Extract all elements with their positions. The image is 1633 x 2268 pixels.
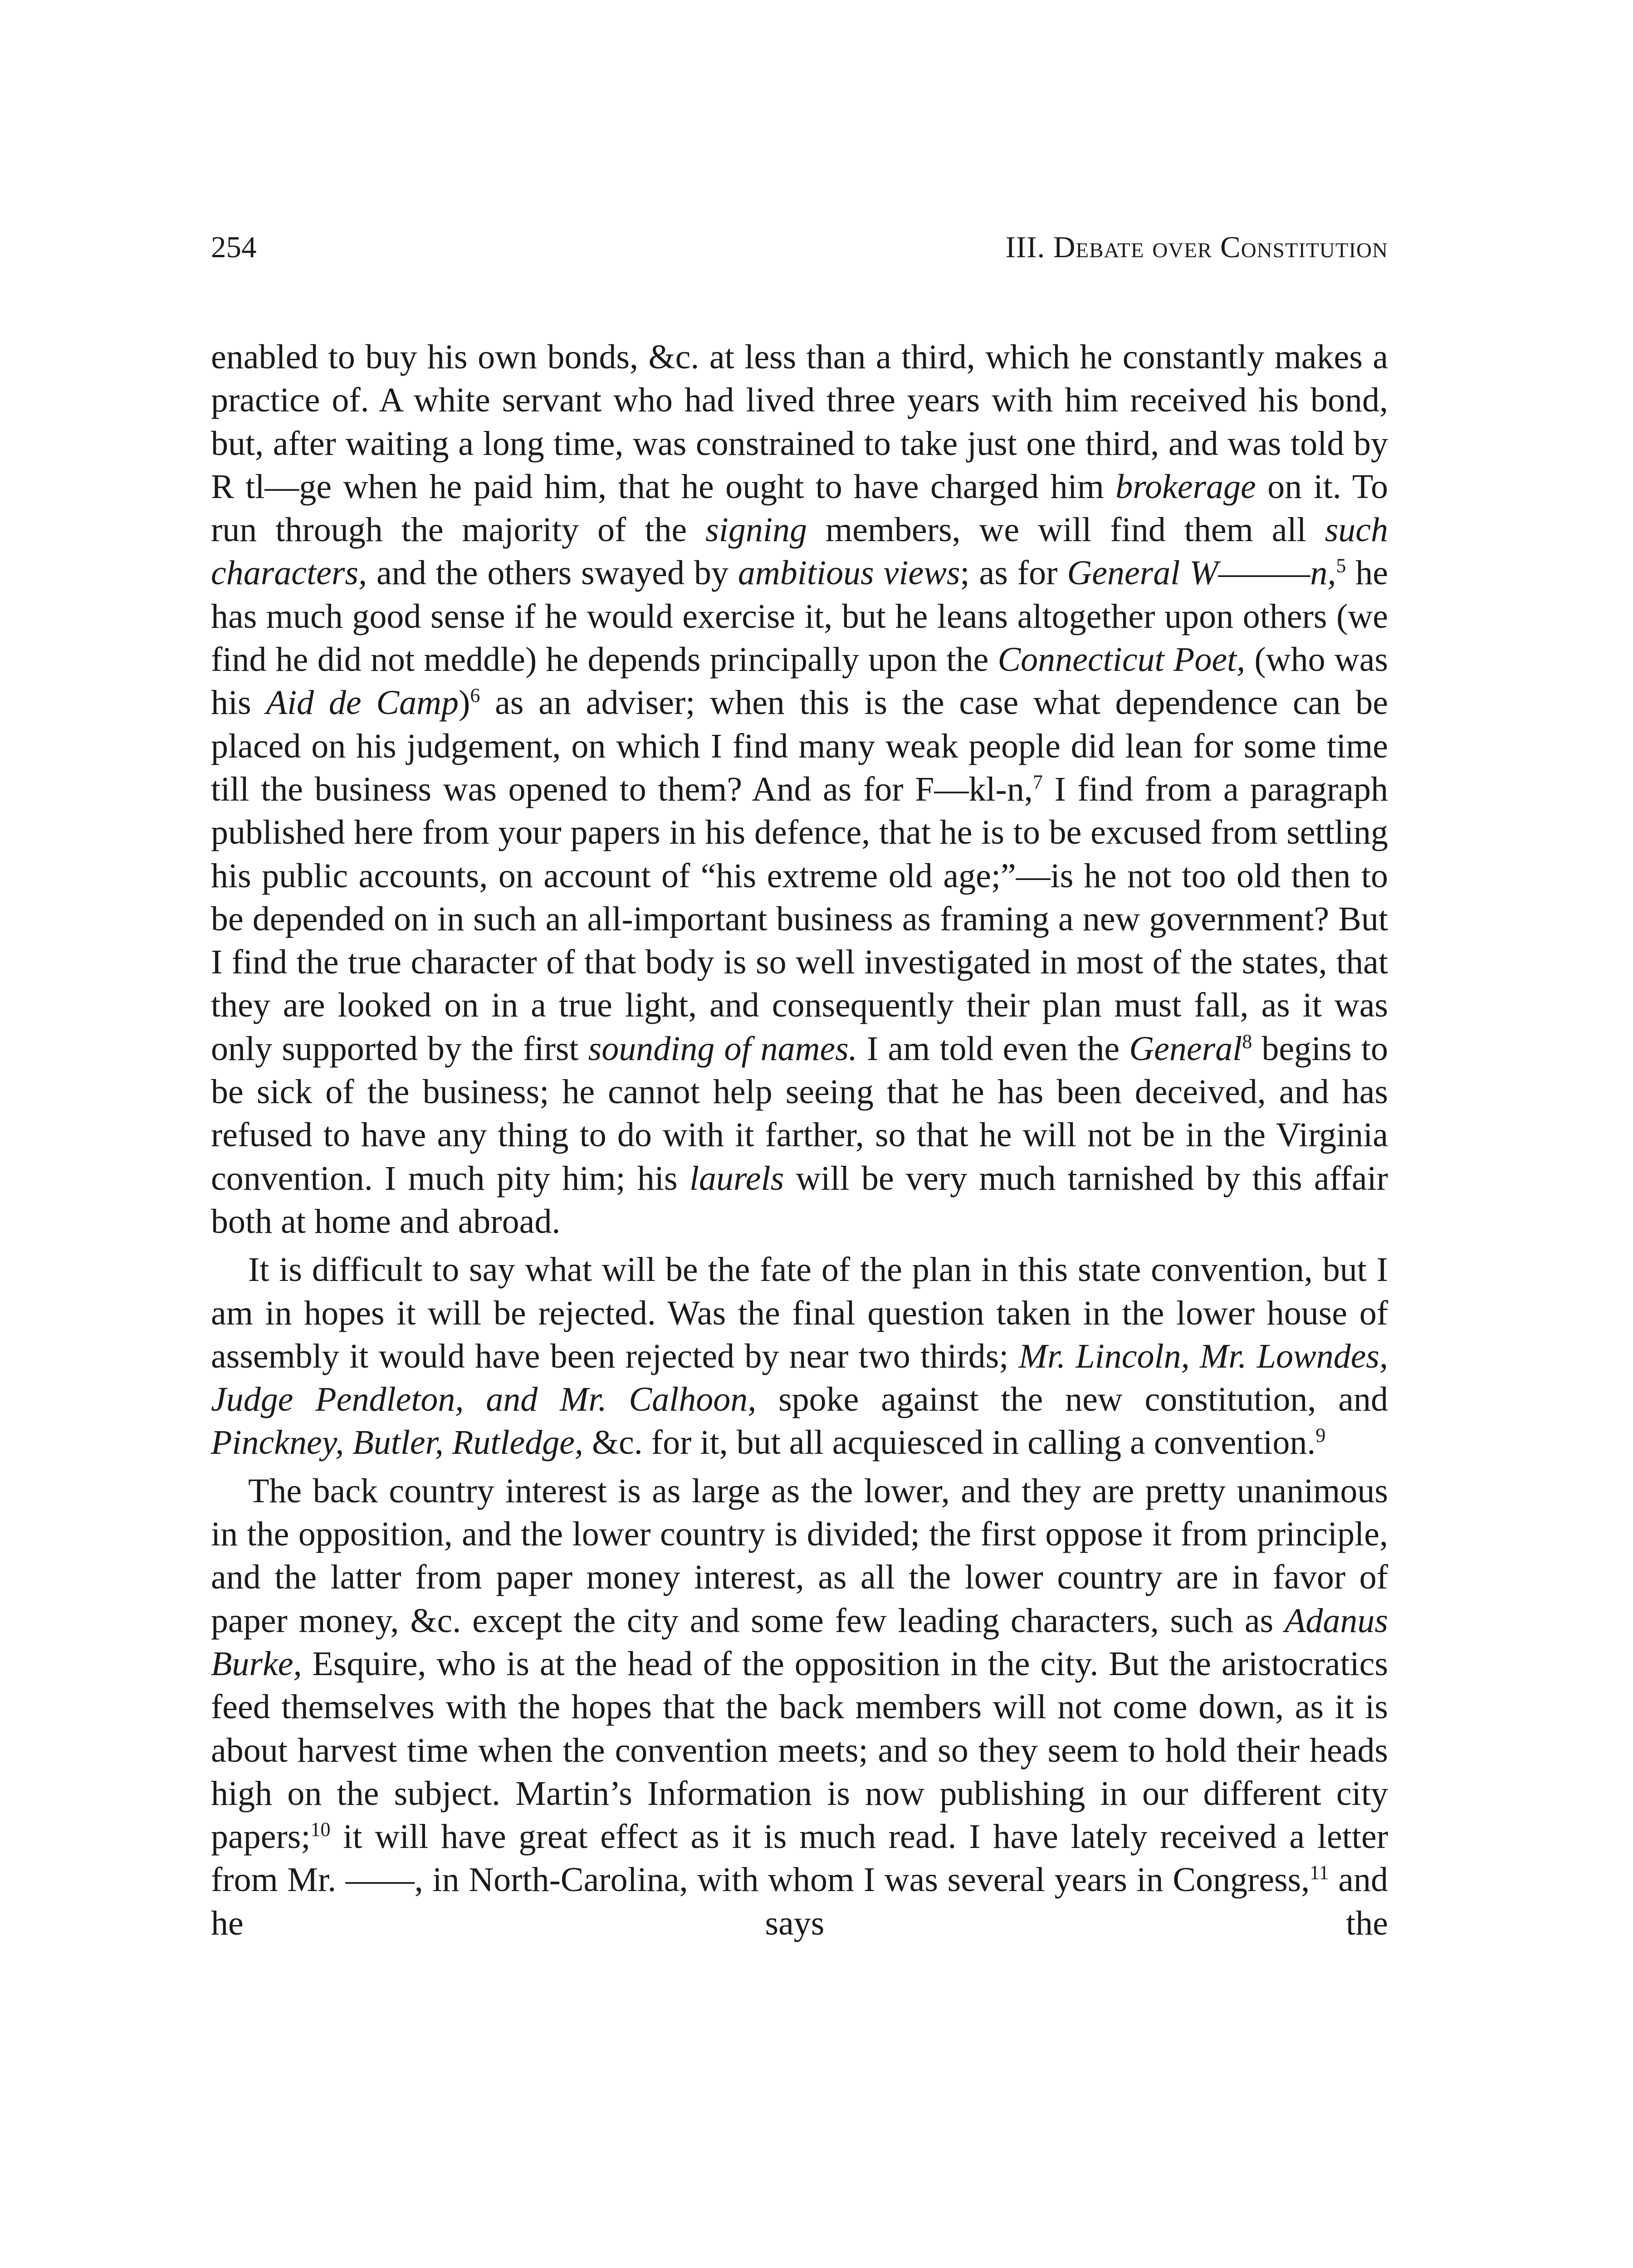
footnote-ref: 8 — [1242, 1030, 1252, 1053]
text-run: ; as for — [960, 554, 1067, 592]
footnote-ref: 9 — [1315, 1424, 1326, 1447]
italic-text: brokerage — [1115, 467, 1256, 506]
text-run: spoke against the new constitution, and — [756, 1380, 1388, 1419]
paragraph — [211, 1248, 1388, 1464]
body-text — [211, 336, 1388, 1945]
page-number: 254 — [211, 230, 257, 264]
text-run: and he says the — [211, 1861, 1389, 1942]
italic-text: sounding of names. — [588, 1029, 857, 1068]
italic-text: Adanus Burke, — [211, 1601, 1388, 1683]
italic-text: ambitious views — [738, 554, 960, 592]
text-run: It is difficult to say what will be the fate of the plan in this state convention, but I am in hopes it will be rejected. Was the final question taken in the lower house of assembly it would have been rejected by near two thirds; — [211, 1251, 1388, 1375]
text-run: enabled to buy his own bonds, &c. at less than a third, which he constantly makes a practice of. A white servant who had lived three years with him received his bond, but, after waiting a long time, was constrained to take just one third, and was told by R tl—ge when he paid him, that he ought to have charged him — [211, 338, 1388, 506]
text-run: begins to be sick of the business; he cannot help seeing that he has been deceived, and has refused to have any thing to do with it farther, so that he will not be in the Virginia convention. I much pity him; his — [211, 1029, 1389, 1198]
text-run: members, we will find them all — [807, 511, 1325, 549]
running-title: III. Debate over Constitution — [1005, 230, 1388, 264]
italic-text: Aid de Camp — [266, 684, 459, 722]
text-run: I am told even the — [857, 1029, 1129, 1068]
footnote-ref: 10 — [310, 1818, 331, 1841]
footnote-ref: 11 — [1310, 1862, 1329, 1884]
footnote-ref: 6 — [470, 684, 480, 707]
footnote-ref: 7 — [1032, 771, 1043, 793]
text-run: I find from a paragraph published here from your papers in his defence, that he is to be excused from settling his public accounts, on account of “his extreme old age;”—is he not too old then to be depended on in such an all-important business as framing a new government? But I find the true character of that body is so well investigated in most of the states, that they are looked on in a true light, and consequently their plan must fall, as it was only supported by the first — [211, 770, 1388, 1068]
italic-text: signing — [705, 511, 807, 549]
italic-text: Pinckney, Butler, Rutledge, — [211, 1423, 583, 1462]
italic-text: Mr. Lincoln, Mr. Lowndes, Judge Pendleton, and Mr. Calhoon, — [211, 1337, 1389, 1419]
text-run: and the others swayed by — [367, 554, 738, 592]
text-run: he has much good sense if he would exercise it, but he leans altogether upon others (we find he did not meddle) he depends principally upon the — [211, 554, 1389, 679]
text-run: on it. To run through the majority of the — [211, 467, 1388, 549]
book-page — [211, 229, 1388, 1950]
text-run: will be very much tarnished by this affair both at home and abroad. — [211, 1159, 1388, 1241]
italic-text: General W———n, — [1067, 554, 1336, 592]
text-run: ) — [459, 684, 470, 722]
italic-text: Connecticut Poet, — [997, 640, 1246, 679]
text-run: &c. for it, but all acquiesced in calling a convention. — [583, 1423, 1316, 1462]
text-run: (who was his — [211, 640, 1388, 722]
paragraph — [211, 336, 1388, 1243]
italic-text: such characters, — [211, 511, 1388, 592]
italic-text: laurels — [689, 1159, 784, 1198]
text-run: The back country interest is as large as the lower, and they are pretty unanimous in the opposition, and the lower country is divided; the first oppose it from principle, and the latter from paper money interest, as all the lower country are in favor of paper money, &c. except the city and some few leading characters, such as — [211, 1471, 1388, 1640]
text-run: it will have great effect as it is much read. I have lately received a letter from Mr. ——, in North-Carolina, with whom I was several years in Congress, — [211, 1818, 1388, 1899]
text-run: as an adviser; when this is the case what dependence can be placed on his judgement, on which I find many weak people did lean for some time till the business was opened to them? And as for F—kl-n, — [211, 684, 1388, 808]
footnote-ref: 5 — [1336, 555, 1346, 577]
paragraph — [211, 1470, 1388, 1945]
running-head — [211, 229, 1388, 265]
italic-text: General — [1129, 1029, 1242, 1068]
text-run: Esquire, who is at the head of the opposition in the city. But the aristocratics feed themselves with the hopes that the back members will not come down, as it is about harvest time when the convention meets; and so they seem to hold their heads high on the subject. Martin’s Information is now publishing in our different city papers; — [211, 1644, 1388, 1856]
